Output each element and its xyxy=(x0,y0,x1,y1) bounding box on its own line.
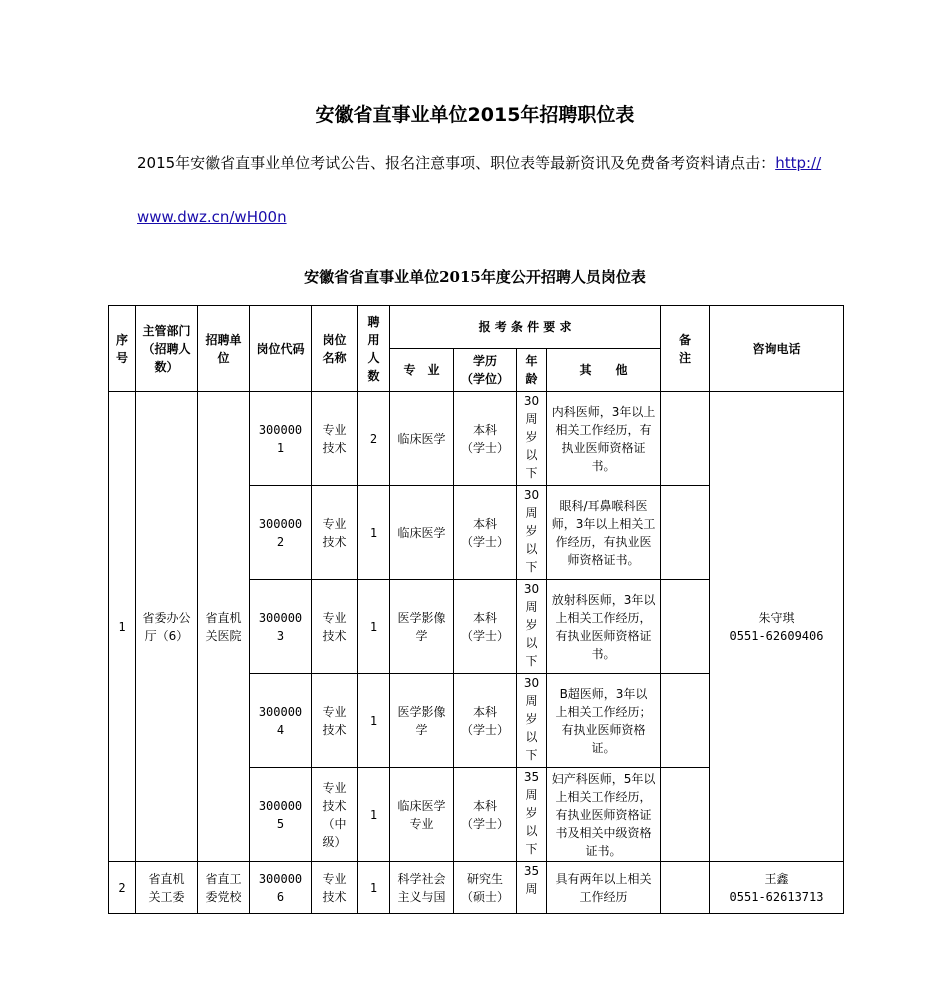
intro-text: 2015年安徽省直事业单位考试公告、报名注意事项、职位表等最新资讯及免费备考资料请点击： xyxy=(137,154,776,172)
header-requirements: 报 考 条 件 要 求 xyxy=(390,306,661,349)
header-dept: 主管部门 （招聘人 数） xyxy=(136,306,198,392)
count-cell: 1 xyxy=(358,862,390,914)
positions-table xyxy=(108,305,844,914)
age-cell: 30 周 岁 以 下 xyxy=(517,486,547,580)
post-cell: 专业 技术 xyxy=(312,862,358,914)
other-cell: 妇产科医师，5年以 上相关工作经历， 有执业医师资格证 书及相关中级资格 证书。 xyxy=(547,768,661,862)
other-cell: 放射科医师，3年以 上相关工作经历， 有执业医师资格证 书。 xyxy=(547,580,661,674)
header-age: 年 龄 xyxy=(517,349,547,392)
major-cell: 医学影像 学 xyxy=(390,674,454,768)
post-cell: 专业 技术 xyxy=(312,392,358,486)
contact-cell: 王鑫 0551-62613713 xyxy=(710,862,844,914)
intro-paragraph xyxy=(137,153,857,173)
major-cell: 科学社会 主义与国 xyxy=(390,862,454,914)
download-link-part2[interactable]: www.dwz.cn/wH00n xyxy=(137,208,287,226)
header-code: 岗位代码 xyxy=(250,306,312,392)
header-other: 其 他 xyxy=(547,349,661,392)
header-major: 专 业 xyxy=(390,349,454,392)
other-cell: B超医师，3年以 上相关工作经历； 有执业医师资格 证。 xyxy=(547,674,661,768)
header-degree: 学历 （学位） xyxy=(454,349,517,392)
major-cell: 临床医学 xyxy=(390,486,454,580)
remark-cell xyxy=(661,768,710,862)
degree-cell: 本科 （学士） xyxy=(454,768,517,862)
unit-cell: 省直机 关医院 xyxy=(198,392,250,862)
seq-cell: 2 xyxy=(109,862,136,914)
degree-cell: 本科 （学士） xyxy=(454,580,517,674)
header-count: 聘 用 人 数 xyxy=(358,306,390,392)
dept-cell: 省直机 关工委 xyxy=(136,862,198,914)
other-cell: 内科医师，3年以上 相关工作经历，有 执业医师资格证 书。 xyxy=(547,392,661,486)
degree-cell: 研究生 （硕士） xyxy=(454,862,517,914)
code-cell: 300000 1 xyxy=(250,392,312,486)
table-title: 安徽省省直事业单位2015年度公开招聘人员岗位表 xyxy=(304,268,646,286)
post-cell: 专业 技术 xyxy=(312,580,358,674)
major-cell: 临床医学 专业 xyxy=(390,768,454,862)
count-cell: 2 xyxy=(358,392,390,486)
unit-cell: 省直工 委党校 xyxy=(198,862,250,914)
download-link-part1[interactable]: http:// xyxy=(775,154,822,172)
remark-cell xyxy=(661,674,710,768)
remark-cell xyxy=(661,486,710,580)
age-cell: 35 周 岁 以 下 xyxy=(517,768,547,862)
contact-cell: 朱守琪 0551-62609406 xyxy=(710,392,844,862)
major-cell: 临床医学 xyxy=(390,392,454,486)
remark-cell xyxy=(661,862,710,914)
table-row xyxy=(109,392,844,486)
age-cell: 30 周 岁 以 下 xyxy=(517,674,547,768)
remark-cell xyxy=(661,580,710,674)
header-post: 岗位 名称 xyxy=(312,306,358,392)
post-cell: 专业 技术 （中 级） xyxy=(312,768,358,862)
count-cell: 1 xyxy=(358,486,390,580)
age-cell: 30 周 岁 以 下 xyxy=(517,580,547,674)
post-cell: 专业 技术 xyxy=(312,486,358,580)
table-row xyxy=(109,862,844,914)
other-cell: 眼科/耳鼻喉科医 师，3年以上相关工 作经历，有执业医 师资格证书。 xyxy=(547,486,661,580)
code-cell: 300000 5 xyxy=(250,768,312,862)
header-seq: 序 号 xyxy=(109,306,136,392)
page-title: 安徽省直事业单位2015年招聘职位表 xyxy=(315,104,635,126)
remark-cell xyxy=(661,392,710,486)
degree-cell: 本科 （学士） xyxy=(454,392,517,486)
header-phone: 咨询电话 xyxy=(710,306,844,392)
code-cell: 300000 4 xyxy=(250,674,312,768)
degree-cell: 本科 （学士） xyxy=(454,486,517,580)
seq-cell: 1 xyxy=(109,392,136,862)
code-cell: 300000 3 xyxy=(250,580,312,674)
code-cell: 300000 2 xyxy=(250,486,312,580)
post-cell: 专业 技术 xyxy=(312,674,358,768)
header-unit: 招聘单 位 xyxy=(198,306,250,392)
header-remark: 备 注 xyxy=(661,306,710,392)
table-body xyxy=(109,392,844,914)
dept-cell: 省委办公 厅（6） xyxy=(136,392,198,862)
count-cell: 1 xyxy=(358,768,390,862)
age-cell: 30 周 岁 以 下 xyxy=(517,392,547,486)
age-cell: 35 周 xyxy=(517,862,547,914)
code-cell: 300000 6 xyxy=(250,862,312,914)
major-cell: 医学影像 学 xyxy=(390,580,454,674)
other-cell: 具有两年以上相关 工作经历 xyxy=(547,862,661,914)
degree-cell: 本科 （学士） xyxy=(454,674,517,768)
count-cell: 1 xyxy=(358,674,390,768)
count-cell: 1 xyxy=(358,580,390,674)
